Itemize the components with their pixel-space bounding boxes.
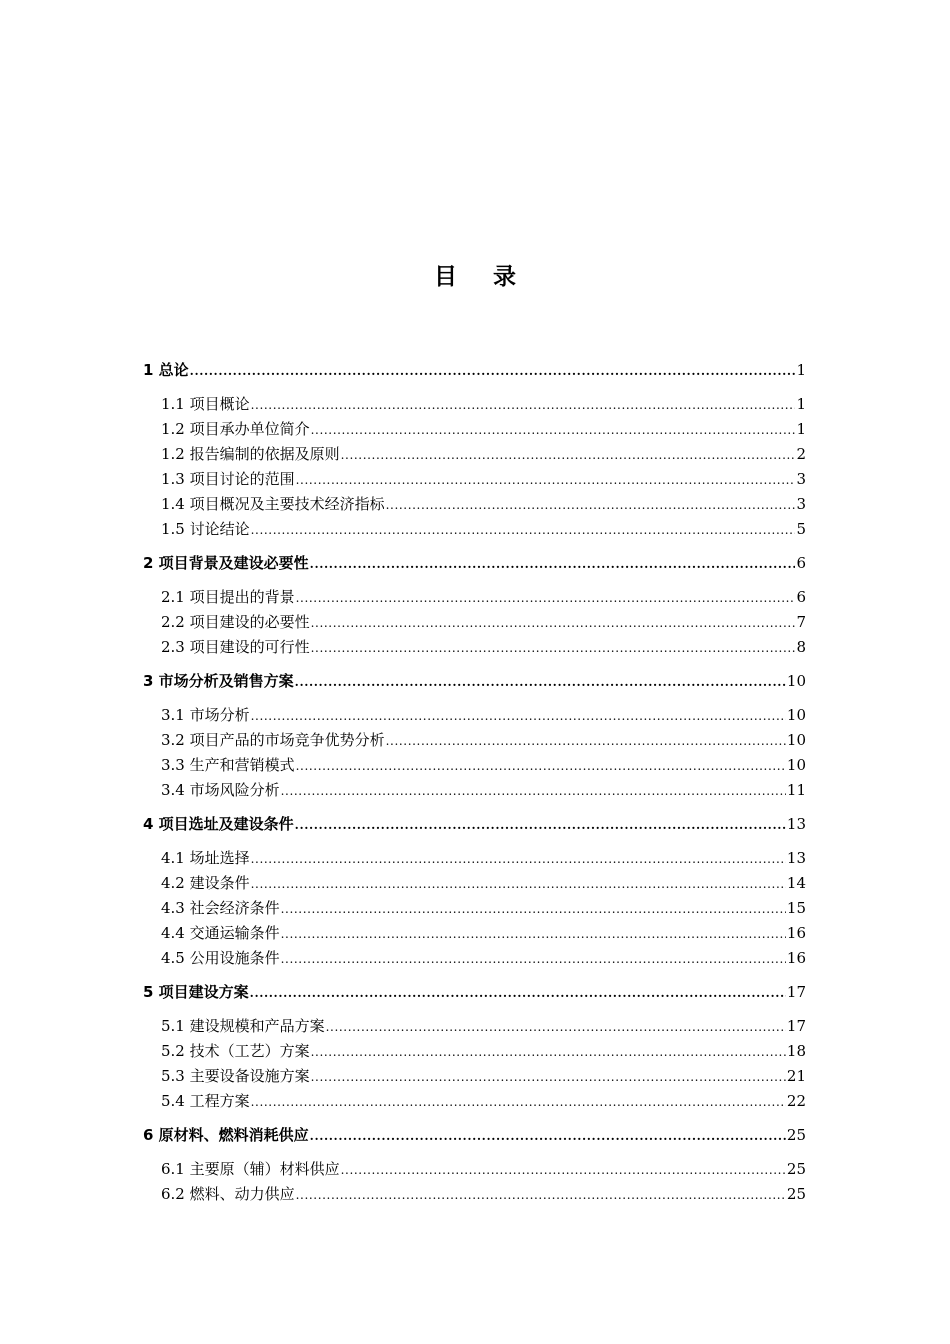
toc-page-number: 3 [796,495,806,513]
toc-page-number: 25 [786,1126,806,1144]
toc-section-6-2[interactable] [143,1182,806,1207]
toc-section-5-1[interactable] [143,1014,806,1039]
dot-leader [386,492,796,517]
toc-section-label: 2.2 项目建设的必要性 [161,613,310,631]
toc-section-5-4[interactable] [143,1089,806,1114]
toc-page-number: 6 [796,554,806,572]
dot-leader [386,728,786,753]
toc-page-number: 1 [796,395,806,413]
dot-leader [281,896,786,921]
dot-leader [251,871,786,896]
toc-chapter-1[interactable] [143,358,806,383]
toc-section-3-3[interactable] [143,753,806,778]
toc-section-1-4[interactable] [143,492,806,517]
toc-chapter-label: 6 原材料、燃料消耗供应 [143,1126,309,1144]
toc-title: 目 录 [433,264,530,290]
dot-leader [341,1157,786,1182]
toc-section-label: 2.1 项目提出的背景 [161,588,295,606]
toc-section-4-3[interactable] [143,896,806,921]
dot-leader [296,585,796,610]
toc-section-label: 1.2 报告编制的依据及原则 [161,445,340,463]
toc-section-label: 3.1 市场分析 [161,706,250,724]
toc-section-1-2a[interactable] [143,417,806,442]
toc-chapter-5[interactable] [143,980,806,1005]
toc-chapter-label: 3 市场分析及销售方案 [143,672,294,690]
toc-section-label: 5.4 工程方案 [161,1092,250,1110]
dot-leader [251,703,786,728]
toc-section-2-3[interactable] [143,635,806,660]
toc-section-4-5[interactable] [143,946,806,971]
toc-section-label: 4.5 公用设施条件 [161,949,280,967]
dot-leader [295,669,786,694]
dot-leader [310,551,796,576]
toc-section-2-1[interactable] [143,585,806,610]
toc-section-label: 1.5 讨论结论 [161,520,250,538]
dot-leader [310,1123,786,1148]
toc-section-5-3[interactable] [143,1064,806,1089]
toc-section-label: 3.4 市场风险分析 [161,781,280,799]
toc-page-number: 17 [786,1017,806,1035]
toc-page-number: 15 [786,899,806,917]
toc-page-number: 21 [786,1067,806,1085]
toc-section-4-1[interactable] [143,846,806,871]
toc-page-number: 13 [786,849,806,867]
toc-section-1-1[interactable] [143,392,806,417]
dot-leader [311,417,796,442]
toc-section-4-2[interactable] [143,871,806,896]
dot-leader [251,846,786,871]
toc-page-number: 10 [786,706,806,724]
toc-section-label: 5.3 主要设备设施方案 [161,1067,310,1085]
table-of-contents [143,358,806,1207]
toc-section-2-2[interactable] [143,610,806,635]
toc-section-label: 5.1 建设规模和产品方案 [161,1017,325,1035]
toc-section-label: 4.3 社会经济条件 [161,899,280,917]
toc-chapter-4[interactable] [143,812,806,837]
toc-page-number: 3 [796,470,806,488]
toc-chapter-2[interactable] [143,551,806,576]
toc-section-3-2[interactable] [143,728,806,753]
toc-section-4-4[interactable] [143,921,806,946]
dot-leader [281,921,786,946]
toc-section-label: 4.1 场址选择 [161,849,250,867]
dot-leader [326,1014,786,1039]
dot-leader [250,980,786,1005]
toc-section-1-2b[interactable] [143,442,806,467]
toc-chapter-label: 2 项目背景及建设必要性 [143,554,309,572]
dot-leader [251,517,796,542]
toc-section-label: 1.4 项目概况及主要技术经济指标 [161,495,385,513]
toc-section-label: 2.3 项目建设的可行性 [161,638,310,656]
toc-page-number: 11 [786,781,806,799]
dot-leader [311,635,796,660]
toc-chapter-3[interactable] [143,669,806,694]
toc-chapter-6[interactable] [143,1123,806,1148]
toc-page-number: 1 [796,361,806,379]
toc-page-number: 10 [786,672,806,690]
toc-page-number: 10 [786,731,806,749]
dot-leader [190,358,796,383]
dot-leader [311,1039,786,1064]
toc-section-label: 1.2 项目承办单位简介 [161,420,310,438]
dot-leader [296,753,786,778]
toc-section-label: 1.3 项目讨论的范围 [161,470,295,488]
dot-leader [311,610,796,635]
dot-leader [296,1182,786,1207]
toc-page-number: 6 [796,588,806,606]
dot-leader [251,392,796,417]
toc-section-label: 3.3 生产和营销模式 [161,756,295,774]
dot-leader [296,467,796,492]
dot-leader [341,442,796,467]
dot-leader [281,778,786,803]
toc-section-label: 5.2 技术（工艺）方案 [161,1042,310,1060]
toc-page-number: 10 [786,756,806,774]
toc-page-number: 1 [796,420,806,438]
toc-section-3-4[interactable] [143,778,806,803]
toc-page-number: 7 [796,613,806,631]
toc-section-label: 1.1 项目概论 [161,395,250,413]
toc-section-5-2[interactable] [143,1039,806,1064]
toc-section-label: 4.4 交通运输条件 [161,924,280,942]
toc-page-number: 2 [796,445,806,463]
toc-section-1-3[interactable] [143,467,806,492]
toc-chapter-label: 4 项目选址及建设条件 [143,815,294,833]
toc-page-number: 22 [786,1092,806,1110]
dot-leader [311,1064,786,1089]
toc-page-number: 25 [786,1160,806,1178]
toc-page-number: 16 [786,949,806,967]
toc-section-1-5[interactable] [143,517,806,542]
toc-chapter-label: 1 总论 [143,361,189,379]
toc-page-number: 16 [786,924,806,942]
toc-page-number: 25 [786,1185,806,1203]
toc-section-3-1[interactable] [143,703,806,728]
toc-section-label: 6.2 燃料、动力供应 [161,1185,295,1203]
dot-leader [281,946,786,971]
toc-page-number: 17 [786,983,806,1001]
dot-leader [251,1089,786,1114]
toc-section-label: 4.2 建设条件 [161,874,250,892]
toc-section-label: 3.2 项目产品的市场竞争优势分析 [161,731,385,749]
toc-page-number: 5 [796,520,806,538]
dot-leader [295,812,786,837]
toc-section-label: 6.1 主要原（辅）材料供应 [161,1160,340,1178]
toc-section-6-1[interactable] [143,1157,806,1182]
toc-page-number: 18 [786,1042,806,1060]
toc-page-number: 13 [786,815,806,833]
toc-page-number: 14 [786,874,806,892]
toc-page-number: 8 [796,638,806,656]
toc-chapter-label: 5 项目建设方案 [143,983,249,1001]
